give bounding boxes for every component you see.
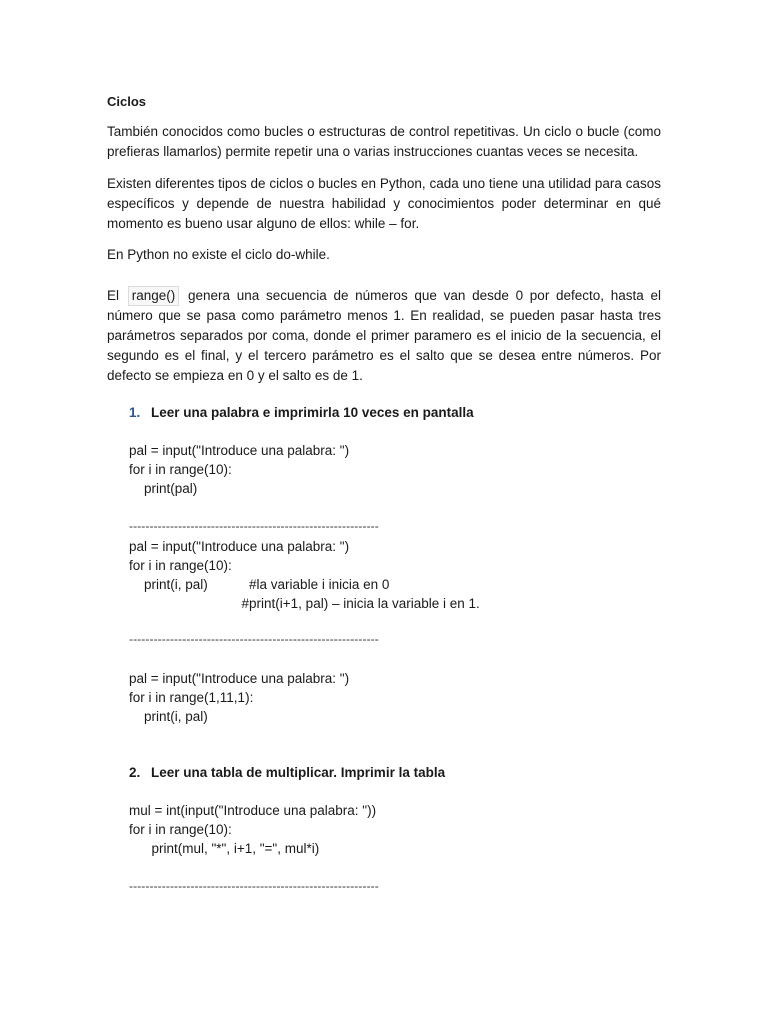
code-line: pal = input("Introduce una palabra: ") [129, 539, 350, 554]
section-2-number: 2. [129, 765, 141, 780]
section-1-heading [129, 403, 474, 423]
code-line: for i in range(1,11,1): [129, 690, 254, 705]
code-line: for i in range(10): [129, 462, 232, 477]
separator-line: ------------------------------------------------------------- [129, 519, 379, 533]
separator-line: ------------------------------------------------------------- [129, 879, 379, 893]
code-line: for i in range(10): [129, 558, 232, 573]
paragraph-loop-types: Existen diferentes tipos de ciclos o bucles en Python, cada uno tiene una utilidad para casos específicos y depende de nuestra habilidad y conocimientos poder determinar en qué momento es bueno usar alguno de ellos: while – for. [107, 176, 661, 231]
document-title: Ciclos [107, 94, 147, 109]
range-code-chip: range() [128, 286, 180, 306]
paragraph-no-do-while: En Python no existe el ciclo do-while. [107, 247, 330, 262]
paragraph-intro: También conocidos como bucles o estructuras de control repetitivas. Un ciclo o bucle (como prefieras llamarlos) permite repetir una o varias instrucciones cuantas veces se necesita. [107, 124, 661, 159]
section-1-title: Leer una palabra e imprimirla 10 veces en pantalla [151, 405, 474, 420]
section-2-heading [129, 763, 445, 783]
section-2-title: Leer una tabla de multiplicar. Imprimir la tabla [151, 765, 446, 780]
code-line: print(i, pal) #la variable i inicia en 0 [129, 577, 390, 592]
code-line: print(i, pal) [129, 709, 208, 724]
code-line: pal = input("Introduce una palabra: ") [129, 443, 350, 458]
range-prefix: El [107, 288, 120, 303]
code-line: #print(i+1, pal) – inicia la variable i en 1. [129, 596, 480, 611]
code-block-3 [129, 669, 349, 726]
separator-line: ------------------------------------------------------------- [129, 632, 379, 646]
code-block-1 [129, 441, 349, 498]
code-line: pal = input("Introduce una palabra: ") [129, 671, 350, 686]
code-block-4 [129, 801, 376, 858]
code-line: for i in range(10): [129, 822, 232, 837]
section-1-number: 1. [129, 405, 141, 420]
code-line: print(mul, "*", i+1, "=", mul*i) [129, 841, 320, 856]
paragraph-range [107, 286, 661, 386]
code-line: mul = int(input("Introduce una palabra: ")) [129, 803, 377, 818]
range-description: genera una secuencia de números que van desde 0 por defecto, hasta el número que se pasa como parámetro menos 1. En realidad, se pueden pasar hasta tres parámetros separados por coma, donde el primer paramero es el inicio de la secuencia, el segundo es el final, y el tercero parámetro es el salto que se desea entre números. Por defecto se empieza en 0 y el salto es de 1. [107, 288, 661, 383]
code-line: print(pal) [129, 481, 198, 496]
code-block-2 [129, 537, 480, 613]
